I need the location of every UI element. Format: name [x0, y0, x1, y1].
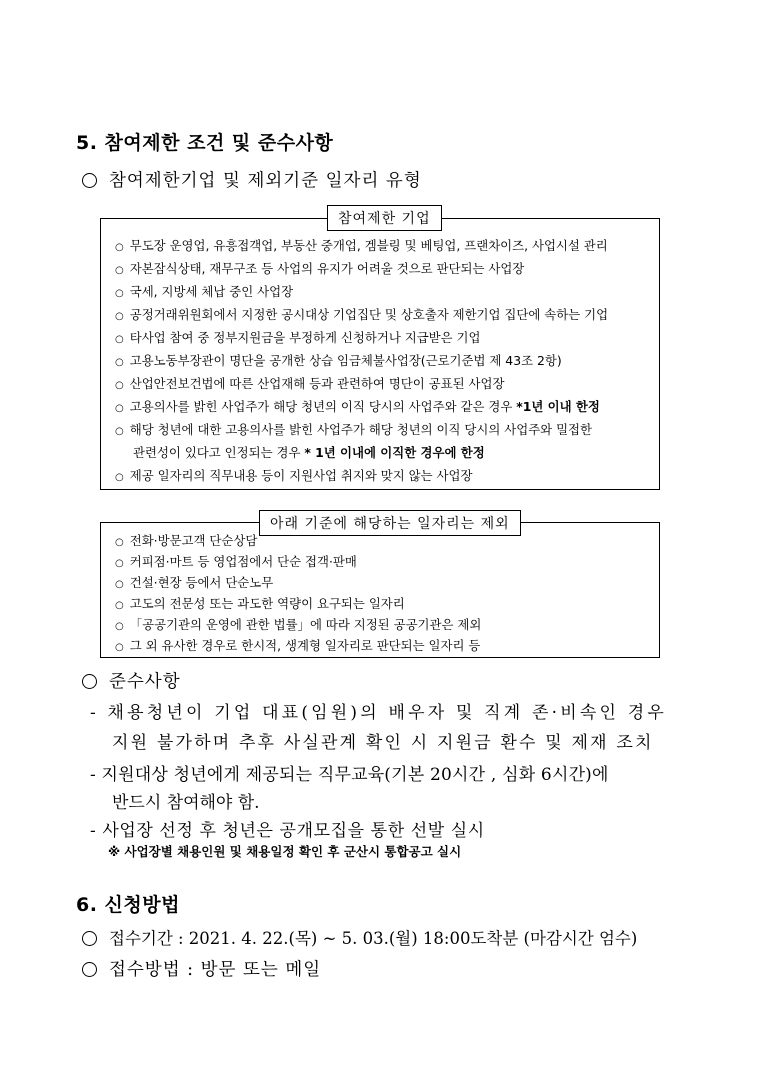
circle-bullet-icon: [82, 674, 97, 689]
list-item: ○ 고도의 전문성 또는 과도한 역량이 요구되는 일자리: [115, 596, 405, 611]
list-item: ○ 산업안전보건법에 따른 산업재해 등과 관련하여 명단이 공표된 사업장: [115, 376, 505, 391]
method-text: 접수방법 : 방문 또는 메일: [109, 960, 322, 980]
subheading-text: 준수사항: [109, 672, 181, 692]
subheading-restricted-types: [82, 167, 422, 192]
circle-bullet-icon: [82, 962, 97, 977]
list-item: ○ 고용의사를 밝힌 사업주가 해당 청년의 이직 당시의 사업주와 같은 경우 *1년 이내 한정: [115, 399, 600, 414]
list-item-continuation: 관련성이 있다고 인정되는 경우 * 1년 이내에 이직한 경우에 한정: [133, 445, 485, 460]
list-item: ○ 커피점·마트 등 영업점에서 단순 접객·판매: [115, 554, 357, 569]
list-item: ○ 건설·현장 등에서 단순노무: [115, 575, 274, 590]
list-item: ○ 자본잠식상태, 재무구조 등 사업의 유지가 어려울 것으로 판단되는 사업장: [115, 261, 525, 276]
list-item: ○ 타사업 참여 중 정부지원금을 부정하게 신청하거나 지급받은 기업: [115, 330, 481, 345]
rule-line: - 지원대상 청년에게 제공되는 직무교육(기본 20시간 , 심화 6시간)에: [90, 765, 609, 785]
list-item: ○ 「공공기관의 운영에 관한 법률」에 따라 지정된 공공기관은 제외: [115, 617, 482, 632]
list-item: ○ 그 외 유사한 경우로 한시적, 생계형 일자리로 판단되는 일자리 등: [115, 638, 481, 653]
list-item: ○ 국세, 지방세 체납 중인 사업장: [115, 284, 294, 299]
rule-line: - 사업장 선정 후 청년은 공개모집을 통한 선발 실시: [90, 821, 485, 841]
application-method: [82, 956, 321, 981]
box-title: 아래 기준에 해당하는 일자리는 제외: [259, 510, 521, 536]
rule-line: 지원 불가하며 추후 사실관계 확인 시 지원금 환수 및 제재 조치: [112, 733, 654, 753]
circle-bullet-icon: [82, 931, 97, 946]
section-5-title: 5. 참여제한 조건 및 준수사항: [76, 132, 334, 154]
box-title: 참여제한 기업: [327, 205, 442, 231]
rule-line: - 채용청년이 기업 대표(임원)의 배우자 및 직계 존·비속인 경우: [90, 703, 667, 723]
section-6-title: 6. 신청방법: [76, 894, 180, 916]
excluded-jobs-box: [100, 516, 660, 658]
application-period: [82, 925, 637, 949]
restricted-companies-box: [100, 211, 660, 490]
list-item: ○ 해당 청년에 대한 고용의사를 밝힌 사업주가 해당 청년의 이직 당시의 사업주와 밀접한: [115, 422, 592, 437]
circle-bullet-icon: [82, 173, 97, 188]
notice-note: ※ 사업장별 채용인원 및 채용일정 확인 후 군산시 통합공고 실시: [108, 844, 462, 859]
rule-line: 반드시 참여해야 함.: [112, 793, 260, 813]
list-item: ○ 고용노동부장관이 명단을 공개한 상습 임금체불사업장(근로기준법 제 43조 2항): [115, 353, 562, 368]
period-text: 접수기간 : 2021. 4. 22.(목) ~ 5. 03.(월) 18:00도착분 (마감시간 엄수): [109, 929, 638, 948]
subheading-compliance: [82, 668, 181, 693]
list-item: ○ 제공 일자리의 직무내용 등이 지원사업 취지와 맞지 않는 사업장: [115, 468, 473, 483]
list-item: ○ 무도장 운영업, 유흥접객업, 부동산 중개업, 겜블링 및 베팅업, 프랜차이즈, 사업시설 관리: [115, 238, 608, 253]
subheading-text: 참여제한기업 및 제외기준 일자리 유형: [109, 171, 422, 191]
list-item: ○ 공정거래위원회에서 지정한 공시대상 기업집단 및 상호출자 제한기업 집단에 속하는 기업: [115, 307, 609, 322]
list-item: ○ 전화·방문고객 단순상담: [115, 533, 258, 548]
